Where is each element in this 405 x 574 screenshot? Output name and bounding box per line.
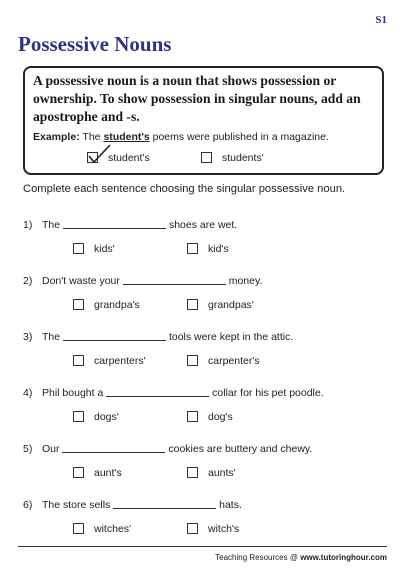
instructions: Complete each sentence choosing the singular possessive noun.	[23, 183, 346, 195]
checkbox-checked[interactable]	[87, 152, 98, 163]
q1-option-2[interactable]: kid's	[187, 243, 229, 255]
question-4: 4) Phil bought a collar for his pet poodle.	[23, 387, 324, 399]
footer-credit	[215, 553, 387, 562]
checkbox[interactable]	[187, 411, 198, 422]
example-option-2[interactable]	[201, 152, 264, 164]
q5-option-2[interactable]: aunts'	[187, 467, 236, 479]
answer-blank[interactable]	[63, 219, 166, 229]
example-pre: The	[82, 131, 101, 143]
checkbox[interactable]	[73, 299, 84, 310]
question-6: 6) The store sells hats.	[23, 499, 242, 511]
q4-option-1[interactable]: dogs'	[73, 411, 119, 423]
q2-option-1[interactable]: grandpa's	[73, 299, 140, 311]
checkbox[interactable]	[73, 411, 84, 422]
page-code: S1	[375, 14, 387, 26]
answer-blank[interactable]	[63, 331, 166, 341]
q6-option-1[interactable]: witches'	[73, 523, 131, 535]
checkmark-icon	[86, 144, 112, 166]
question-2: 2) Don't waste your money.	[23, 275, 263, 287]
checkbox[interactable]	[187, 467, 198, 478]
example-option-label: students'	[222, 152, 264, 164]
definition-text: A possessive noun is a noun that shows possession or ownership. To show possession in singular nouns, add an apostrophe and -s.	[33, 73, 361, 125]
question-5: 5) Our cookies are buttery and chewy.	[23, 443, 313, 455]
footer-site-link[interactable]: www.tutoringhour.com	[300, 553, 387, 562]
example-key-word: student's	[103, 131, 150, 143]
answer-blank[interactable]	[62, 443, 165, 453]
checkbox[interactable]	[73, 523, 84, 534]
q3-option-1[interactable]: carpenters'	[73, 355, 146, 367]
example-option-1[interactable]	[87, 152, 150, 164]
definition-box	[23, 66, 384, 175]
checkbox[interactable]	[73, 355, 84, 366]
answer-blank[interactable]	[123, 275, 226, 285]
q6-option-2[interactable]: witch's	[187, 523, 239, 535]
example-label: Example:	[33, 131, 80, 143]
example-option-label: student's	[108, 152, 150, 164]
answer-blank[interactable]	[106, 387, 209, 397]
q3-option-2[interactable]: carpenter's	[187, 355, 260, 367]
checkbox[interactable]	[187, 243, 198, 254]
checkbox[interactable]	[187, 299, 198, 310]
q4-option-2[interactable]: dog's	[187, 411, 233, 423]
footer-divider	[18, 546, 387, 547]
example-post: poems were published in a magazine.	[152, 131, 329, 143]
checkbox[interactable]	[73, 467, 84, 478]
answer-blank[interactable]	[113, 499, 216, 509]
q1-option-1[interactable]: kids'	[73, 243, 115, 255]
q2-option-2[interactable]: grandpas'	[187, 299, 254, 311]
checkbox[interactable]	[201, 152, 212, 163]
example-sentence	[33, 131, 329, 143]
page-title: Possessive Nouns	[18, 32, 172, 56]
footer-prefix: Teaching Resources @	[215, 553, 298, 562]
checkbox[interactable]	[73, 243, 84, 254]
question-3: 3) The tools were kept in the attic.	[23, 331, 294, 343]
checkbox[interactable]	[187, 523, 198, 534]
question-1: 1) The shoes are wet.	[23, 219, 238, 231]
checkbox[interactable]	[187, 355, 198, 366]
q5-option-1[interactable]: aunt's	[73, 467, 122, 479]
